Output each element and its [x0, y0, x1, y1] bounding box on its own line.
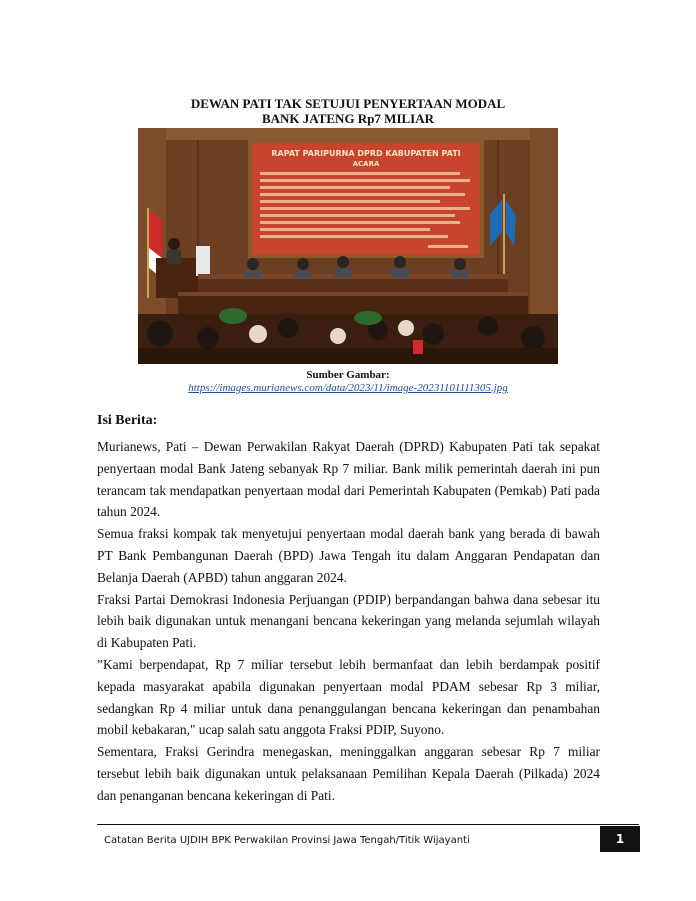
banner-subtitle: ACARA	[352, 160, 380, 168]
article-body	[97, 436, 600, 807]
section-heading: Isi Berita:	[97, 413, 158, 428]
paragraph: Semua fraksi kompak tak menyetujui penyertaan modal daerah bank yang berada di bawah PT Bank Pembangunan Daerah (BPD) Jawa Tengah itu dalam Anggaran Pendapatan dan Belanja Daerah (APBD) tahun anggaran 2024.	[97, 526, 600, 585]
paragraph: Murianews, Pati – Dewan Perwakilan Rakyat Daerah (DPRD) Kabupaten Pati tak sepakat penyertaan modal Bank Jateng sebanyak Rp 7 miliar. Bank milik pemerintah daerah ini pun terancam tak mendapatkan penyertaan modal dari Pemerintah Kabupaten (Pemkab) Pati pada tahun 2024.	[97, 439, 600, 520]
footer-text: Catatan Berita UJDIH BPK Perwakilan Provinsi Jawa Tengah/Titik Wijayanti	[104, 835, 470, 846]
document-title	[0, 96, 696, 126]
image-source-label: Sumber Gambar:	[306, 369, 390, 381]
paragraph: ”Kami berpendapat, Rp 7 miliar tersebut lebih bermanfaat dan lebih berdampak positif kepada masyarakat apabila digunakan penyertaan modal PDAM sebesar Rp 3 miliar, sedangkan Rp 4 miliar untuk dana penanggulangan bencana kekeringan dan penambahan mobil kebakaran," ucap salah satu anggota Fraksi PDIP, Suyono.	[97, 656, 600, 738]
news-photo	[138, 128, 558, 364]
footer-divider	[97, 824, 639, 825]
paragraph: Fraksi Partai Demokrasi Indonesia Perjuangan (PDIP) berpandangan bahwa dana sebesar itu lebih baik digunakan untuk menangani bencana kekeringan yang melanda sejumlah wilayah di Kabupaten Pati.	[97, 591, 600, 651]
image-source-link[interactable]: https://images.murianews.com/data/2023/11/image-20231101111305.jpg	[188, 382, 508, 394]
page-number: 1	[600, 826, 640, 852]
banner-title: RAPAT PARIPURNA DPRD KABUPATEN PATI	[271, 149, 461, 158]
paragraph: Sementara, Fraksi Gerindra menegaskan, meninggalkan anggaran sebesar Rp 7 miliar tersebut lebih baik digunakan untuk pelaksanaan Pemilihan Kepala Daerah (Pilkada) 2024 dan penanganan bencana kekeringan di Pati.	[97, 744, 600, 803]
title-line-1: DEWAN PATI TAK SETUJUI PENYERTAAN MODAL	[190, 96, 506, 111]
title-line-2: BANK JATENG Rp7 MILIAR	[261, 111, 435, 126]
